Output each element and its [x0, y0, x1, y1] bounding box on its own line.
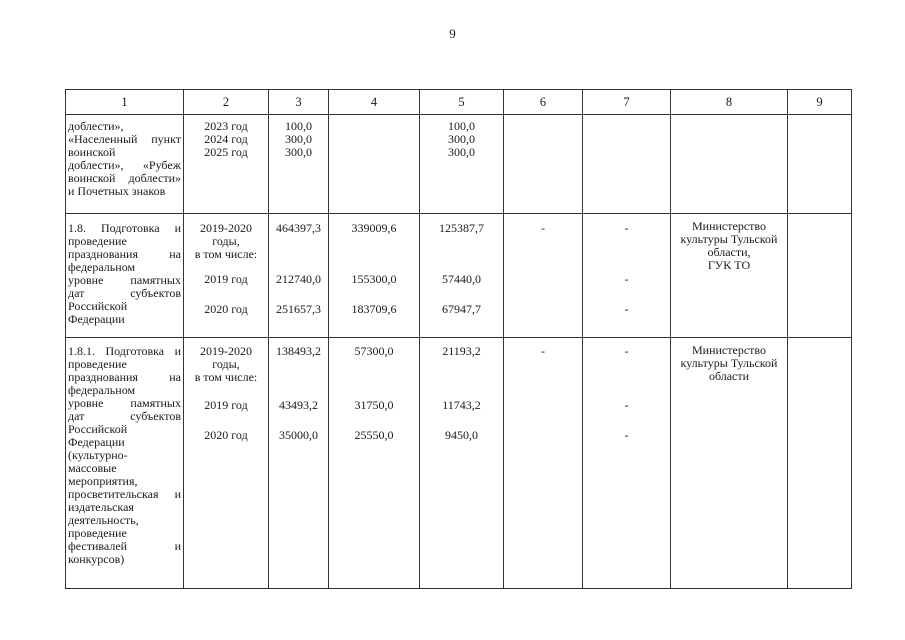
- col7-cell: [583, 338, 671, 589]
- cell-text: -: [624, 344, 629, 358]
- cell-text: дат субъектов: [68, 409, 181, 423]
- cell-text: Федерации: [68, 312, 125, 326]
- cell-text: 464397,3: [276, 221, 321, 235]
- cell-text: 67947,7: [442, 302, 481, 316]
- cell-text: культуры Тульской: [680, 232, 778, 246]
- total-cell: [269, 115, 329, 214]
- cell-text: 9450,0: [445, 428, 478, 442]
- col7-cell: [583, 214, 671, 338]
- col6-cell: [504, 214, 583, 338]
- table-row: [66, 214, 852, 338]
- cell-text: 2019-2020: [200, 221, 252, 235]
- responsible-cell: [671, 115, 788, 214]
- cell-text: -: [624, 428, 629, 442]
- cell-text: воинской: [68, 145, 116, 159]
- cell-text: федеральном: [68, 383, 136, 397]
- period-cell: [184, 214, 269, 338]
- cell-text: проведение: [68, 526, 127, 540]
- federal-budget-cell: [329, 214, 420, 338]
- event-name-cell: [66, 338, 184, 589]
- total-cell: [269, 338, 329, 589]
- cell-text: -: [624, 398, 629, 412]
- cell-text: области,: [707, 245, 751, 259]
- cell-text: мероприятия,: [68, 474, 138, 488]
- cell-text: -: [541, 221, 545, 235]
- cell-text: уровне памятных: [68, 396, 181, 410]
- cell-text: празднования на: [68, 370, 181, 384]
- cell-text: 1.8. Подготовка и: [68, 221, 181, 235]
- event-name-cell: [66, 115, 184, 214]
- cell-text: «Населенный пункт: [68, 132, 181, 146]
- cell-text: просветительская и: [68, 487, 181, 501]
- regional-budget-cell: [420, 115, 504, 214]
- cell-text: 57300,0: [354, 344, 394, 358]
- cell-text: годы,: [212, 357, 240, 371]
- cell-text: издательская: [68, 500, 134, 514]
- cell-text: 300,0: [285, 145, 312, 159]
- cell-text: Российской: [68, 299, 128, 313]
- header-row: [66, 90, 852, 115]
- cell-text: -: [624, 272, 629, 286]
- cell-text: годы,: [212, 234, 240, 248]
- federal-budget-cell: [329, 115, 420, 214]
- cell-text: массовые: [68, 461, 117, 475]
- cell-text: 35000,0: [279, 428, 318, 442]
- cell-text: области: [708, 369, 750, 383]
- cell-text: доблести», «Рубеж: [68, 158, 181, 172]
- cell-text: фестивалей и: [68, 539, 181, 553]
- responsible-cell: [671, 338, 788, 589]
- col9-cell: [788, 338, 852, 589]
- cell-text: 2019 год: [204, 272, 248, 286]
- cell-text: 339009,6: [351, 221, 397, 235]
- cell-text: культуры Тульской: [680, 356, 778, 370]
- cell-text: 300,0: [448, 132, 475, 146]
- header-cell-6: 6: [504, 90, 583, 115]
- cell-text: проведение: [68, 234, 127, 248]
- cell-text: 183709,6: [351, 302, 397, 316]
- col9-cell: [788, 115, 852, 214]
- table-row: [66, 338, 852, 589]
- header-cell-7: 7: [583, 90, 671, 115]
- page-number: 9: [449, 26, 456, 41]
- cell-text: 2023 год: [204, 119, 248, 133]
- cell-text: 138493,2: [276, 344, 321, 358]
- period-cell: [184, 115, 269, 214]
- cell-text: 2019 год: [204, 398, 248, 412]
- cell-text: 57440,0: [442, 272, 481, 286]
- cell-text: дат субъектов: [68, 286, 181, 300]
- cell-text: в том числе:: [194, 247, 258, 261]
- cell-text: 100,0: [285, 119, 312, 133]
- cell-text: 100,0: [448, 119, 475, 133]
- period-cell: [184, 338, 269, 589]
- col7-cell: [583, 115, 671, 214]
- cell-text: уровне памятных: [68, 273, 181, 287]
- col6-cell: [504, 338, 583, 589]
- header-cell-8: 8: [671, 90, 788, 115]
- cell-text: 212740,0: [276, 272, 321, 286]
- cell-text: 2020 год: [204, 428, 248, 442]
- cell-text: 2025 год: [204, 145, 248, 159]
- col6-cell: [504, 115, 583, 214]
- header-cell-1: 1: [66, 90, 184, 115]
- cell-text: Федерации: [68, 435, 125, 449]
- cell-text: (культурно-: [68, 448, 128, 462]
- cell-text: 43493,2: [279, 398, 318, 412]
- cell-text: конкурсов): [68, 552, 125, 566]
- cell-text: 300,0: [285, 132, 312, 146]
- cell-text: 155300,0: [351, 272, 397, 286]
- cell-text: 25550,0: [354, 428, 394, 442]
- total-cell: [269, 214, 329, 338]
- col9-cell: [788, 214, 852, 338]
- cell-text: Министерство: [692, 343, 766, 357]
- responsible-cell: [671, 214, 788, 338]
- cell-text: в том числе:: [194, 370, 258, 384]
- cell-text: Министерство: [692, 219, 766, 233]
- cell-text: ГУК ТО: [707, 258, 751, 272]
- cell-text: федеральном: [68, 260, 136, 274]
- cell-text: 21193,2: [442, 344, 481, 358]
- cell-text: 2019-2020: [200, 344, 252, 358]
- header-cell-5: 5: [420, 90, 504, 115]
- table-row: [66, 115, 852, 214]
- program-table: [65, 89, 852, 589]
- cell-text: доблести»,: [68, 119, 124, 133]
- regional-budget-cell: [420, 338, 504, 589]
- cell-text: 251657,3: [276, 302, 321, 316]
- regional-budget-cell: [420, 214, 504, 338]
- cell-text: воинской доблести»: [68, 171, 181, 185]
- cell-text: Российской: [68, 422, 128, 436]
- cell-text: -: [624, 302, 629, 316]
- cell-text: празднования на: [68, 247, 181, 261]
- header-cell-4: 4: [329, 90, 420, 115]
- cell-text: -: [624, 221, 629, 235]
- cell-text: -: [541, 344, 545, 358]
- cell-text: 300,0: [448, 145, 475, 159]
- header-cell-3: 3: [269, 90, 329, 115]
- cell-text: и Почетных знаков: [68, 184, 166, 198]
- header-cell-9: 9: [788, 90, 852, 115]
- federal-budget-cell: [329, 338, 420, 589]
- cell-text: проведение: [68, 357, 127, 371]
- event-name-cell: [66, 214, 184, 338]
- cell-text: 125387,7: [439, 221, 484, 235]
- cell-text: 31750,0: [354, 398, 394, 412]
- header-cell-2: 2: [184, 90, 269, 115]
- cell-text: 2020 год: [204, 302, 248, 316]
- cell-text: 1.8.1. Подготовка и: [68, 344, 181, 358]
- cell-text: деятельность,: [68, 513, 139, 527]
- cell-text: 11743,2: [442, 398, 481, 412]
- cell-text: 2024 год: [204, 132, 248, 146]
